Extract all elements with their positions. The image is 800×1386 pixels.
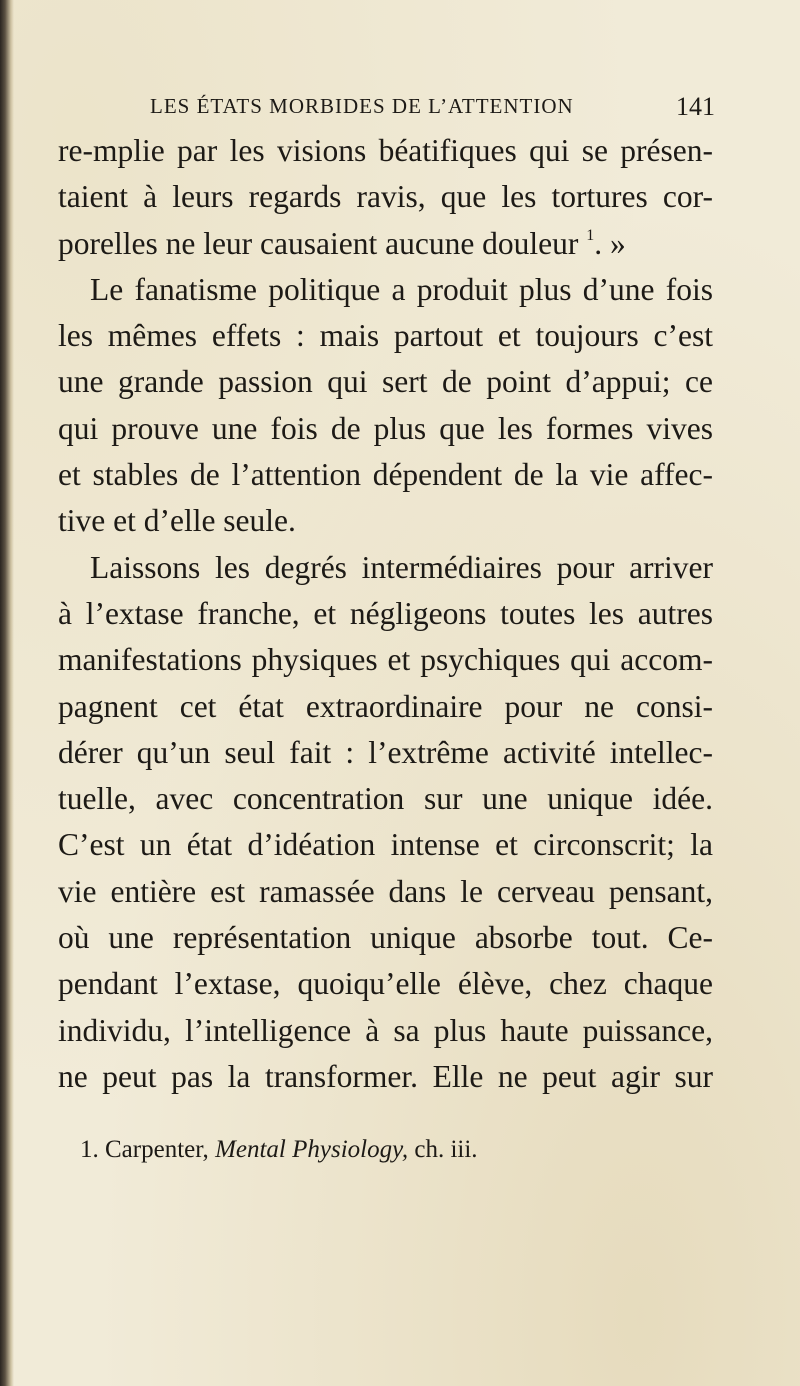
text-line: ne peut pas la transformer. Elle ne peut agir sur — [58, 1058, 713, 1094]
footnote-reference: 1 — [586, 226, 595, 244]
footnote-author: Carpenter, — [105, 1136, 209, 1163]
page-number: 141 — [676, 92, 715, 121]
body-text — [58, 128, 713, 1100]
text-line: et stables de l’attention dépendent de la vie affec- — [58, 457, 713, 493]
text-line: qui prouve une fois de plus que les formes vives — [58, 410, 713, 446]
text-line: vie entière est ramassée dans le cerveau pensant, — [58, 873, 713, 909]
footnote-title: Mental Physiology, — [215, 1136, 409, 1163]
quote-close: . » — [594, 225, 626, 261]
text-line: tuelle, avec concentration sur une unique idée. — [58, 781, 713, 817]
text-line-content: porelles ne leur causaient aucune douleur — [58, 225, 579, 261]
text-line: une grande passion qui sert de point d’appui; ce — [58, 364, 713, 400]
running-head — [150, 94, 715, 130]
text-line: pendant l’extase, quoiqu’elle élève, chez chaque — [58, 966, 713, 1002]
text-line: individu, l’intelligence à sa plus haute puissance, — [58, 1012, 713, 1048]
text-line: manifestations physiques et psychiques qui accom- — [58, 642, 713, 678]
text-line: re-mplie par les visions béatifiques qui se présen- — [58, 133, 713, 168]
text-line: Le fanatisme politique a produit plus d’une fois — [90, 271, 713, 307]
text-line: tive et d’elle seule. — [58, 503, 296, 539]
footnote-number: 1. — [80, 1136, 99, 1163]
text-line: pagnent cet état extraordinaire pour ne consi- — [58, 688, 713, 724]
text-line — [58, 221, 713, 267]
footnote — [80, 1136, 478, 1164]
text-line: dérer qu’un seul fait : l’extrême activité intellec- — [58, 734, 713, 770]
text-line: Laissons les degrés intermédiaires pour arriver — [90, 549, 713, 585]
text-line: à l’extase franche, et négligeons toutes les autres — [58, 595, 713, 631]
page-gutter-shadow — [0, 0, 14, 1386]
footnote-ref: ch. iii. — [414, 1136, 478, 1163]
text-line: C’est un état d’idéation intense et circonscrit; la — [58, 827, 713, 863]
text-line: où une représentation unique absorbe tout. Ce- — [58, 920, 713, 956]
text-line: les mêmes effets : mais partout et toujours c’est — [58, 318, 713, 354]
text-line: taient à leurs regards ravis, que les tortures cor- — [58, 179, 713, 215]
running-title: LES ÉTATS MORBIDES DE L’ATTENTION — [150, 94, 574, 118]
